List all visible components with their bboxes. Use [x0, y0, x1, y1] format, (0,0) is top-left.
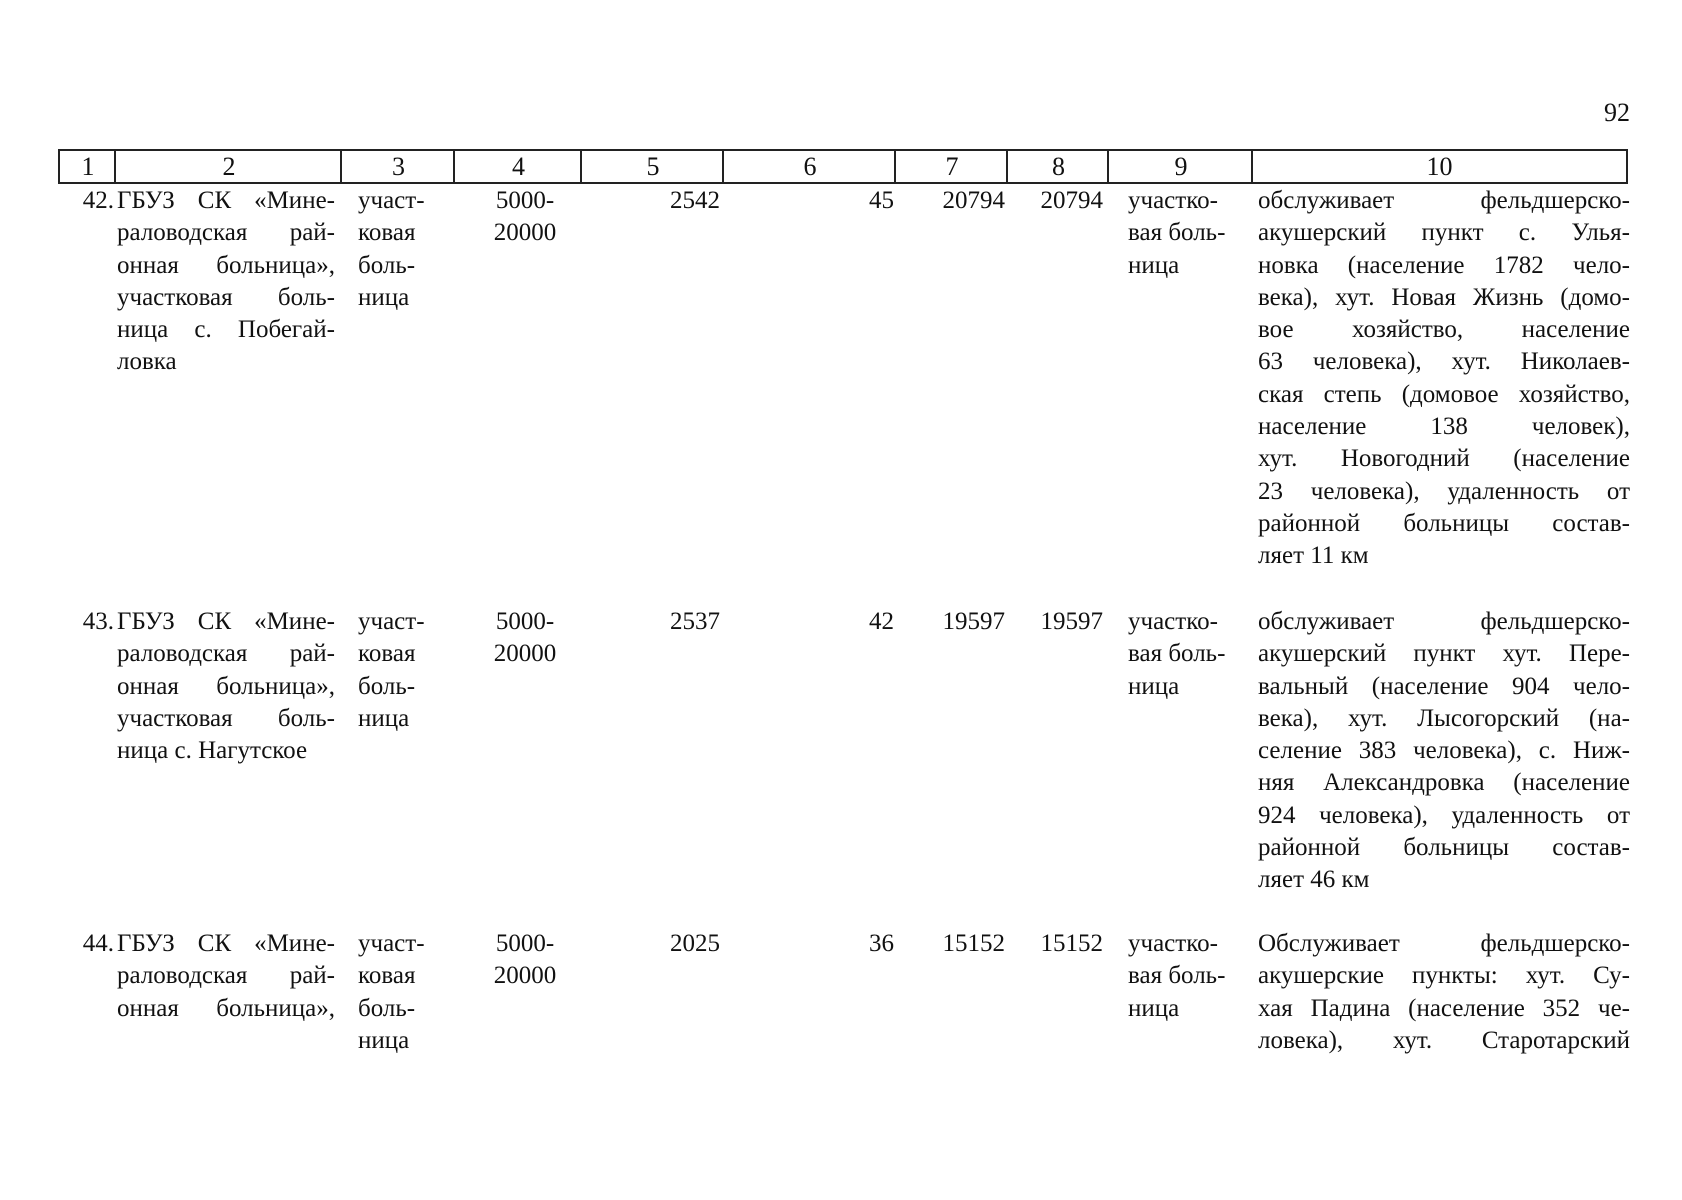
c9-line: участко- — [1128, 930, 1218, 957]
desc-line: население 138 человек), — [1258, 413, 1630, 441]
name-line: ница с. Побегай- — [117, 316, 335, 344]
desc-line: вальный (население 904 чело- — [1258, 672, 1630, 700]
column-5-value: 2025 — [670, 930, 720, 957]
range-line: 5000- — [495, 608, 555, 635]
population-range — [475, 928, 575, 993]
desc-line: ляет 46 км — [1258, 866, 1370, 894]
name-line: ловка — [117, 348, 177, 376]
desc-line: вое хозяйство, население — [1258, 316, 1630, 344]
desc-line: обслуживает фельдшерско- — [1258, 608, 1630, 635]
column-header-2: 2 — [114, 151, 342, 182]
facility-type — [358, 928, 448, 1057]
desc-line: обслуживает фельдшерско- — [1258, 187, 1630, 214]
type-line: боль- — [358, 994, 416, 1022]
c9-line: участко- — [1128, 608, 1218, 635]
column-header-1: 1 — [58, 151, 116, 182]
column-9-value — [1128, 185, 1258, 282]
c9-line: ница — [1128, 994, 1180, 1022]
name-line: ГБУЗ СК «Мине- — [117, 187, 335, 214]
name-line: ГБУЗ СК «Мине- — [117, 608, 335, 635]
type-line: ковая — [358, 962, 416, 990]
column-header-9: 9 — [1107, 151, 1253, 182]
column-7-value: 19597 — [942, 608, 1005, 635]
desc-line: районной больницы состав- — [1258, 509, 1630, 537]
c9-line: вая боль- — [1128, 640, 1226, 668]
column-5-value: 2542 — [670, 187, 720, 214]
name-line: раловодская рай- — [117, 640, 335, 668]
column-8-value: 15152 — [1040, 930, 1103, 957]
type-line: боль- — [358, 672, 416, 700]
desc-line: 63 человека), хут. Николаев- — [1258, 348, 1630, 376]
type-line: ница — [358, 704, 410, 732]
column-6-value: 45 — [869, 187, 894, 214]
name-line: ГБУЗ СК «Мине- — [117, 930, 335, 957]
desc-line: века), хут. Лысогорский (на- — [1258, 704, 1630, 732]
c9-line: вая боль- — [1128, 962, 1226, 990]
desc-line: хая Падина (население 352 че- — [1258, 994, 1630, 1022]
desc-line: ская степь (домовое хозяйство, — [1258, 380, 1630, 408]
column-8-value: 20794 — [1040, 187, 1103, 214]
column-header-6: 6 — [722, 151, 896, 182]
institution-name — [117, 185, 335, 379]
column-header-5: 5 — [580, 151, 724, 182]
facility-type — [358, 185, 448, 314]
c9-line: ница — [1128, 672, 1180, 700]
name-line: раловодская рай- — [117, 962, 335, 990]
name-line: участковая боль- — [117, 283, 335, 311]
desc-line: новка (население 1782 чело- — [1258, 251, 1630, 279]
name-line: онная больница», — [117, 251, 335, 279]
c9-line: ница — [1128, 251, 1180, 279]
institution-name — [117, 928, 335, 1025]
column-header-3: 3 — [340, 151, 455, 182]
desc-line: 924 человека), удаленность от — [1258, 801, 1630, 829]
column-header-8: 8 — [1006, 151, 1109, 182]
desc-line: ловека), хут. Старотарский — [1258, 1026, 1630, 1054]
row-index: 43. — [82, 608, 114, 635]
service-description — [1258, 606, 1630, 897]
c9-line: участко- — [1128, 187, 1218, 214]
desc-line: акушерский пункт хут. Пере- — [1258, 640, 1630, 668]
service-description — [1258, 185, 1630, 573]
service-description — [1258, 928, 1630, 1057]
type-line: ница — [358, 283, 410, 311]
c9-line: вая боль- — [1128, 219, 1226, 247]
column-5-value: 2537 — [670, 608, 720, 635]
column-header-7: 7 — [894, 151, 1008, 182]
column-header-10: 10 — [1251, 151, 1628, 182]
range-line: 20000 — [493, 640, 557, 668]
name-line: онная больница», — [117, 672, 335, 700]
range-line: 20000 — [493, 219, 557, 247]
institution-name — [117, 606, 335, 767]
desc-line: акушерский пункт с. Улья- — [1258, 219, 1630, 247]
name-line: раловодская рай- — [117, 219, 335, 247]
desc-line: селение 383 человека), с. Ниж- — [1258, 737, 1630, 765]
type-line: ковая — [358, 219, 416, 247]
desc-line: няя Александровка (население — [1258, 769, 1630, 797]
column-header-4: 4 — [453, 151, 582, 182]
range-line: 20000 — [493, 962, 557, 990]
type-line: участ- — [358, 930, 425, 957]
name-line: ница с. Нагутское — [117, 737, 308, 765]
range-line: 5000- — [495, 187, 555, 214]
facility-type — [358, 606, 448, 735]
population-range — [475, 185, 575, 250]
row-index: 44. — [82, 930, 114, 957]
type-line: ница — [358, 1026, 410, 1054]
column-6-value: 42 — [869, 608, 894, 635]
column-9-value — [1128, 606, 1258, 703]
table-header — [58, 149, 1628, 184]
name-line: участковая боль- — [117, 704, 335, 732]
type-line: ковая — [358, 640, 416, 668]
column-7-value: 15152 — [942, 930, 1005, 957]
desc-line: хут. Новогодний (население — [1258, 445, 1630, 473]
column-9-value — [1128, 928, 1258, 1025]
name-line: онная больница», — [117, 994, 335, 1022]
column-6-value: 36 — [869, 930, 894, 957]
type-line: участ- — [358, 608, 425, 635]
desc-line: Обслуживает фельдшерско- — [1258, 930, 1630, 957]
desc-line: районной больницы состав- — [1258, 834, 1630, 862]
population-range — [475, 606, 575, 671]
desc-line: ляет 11 км — [1258, 542, 1369, 570]
desc-line: века), хут. Новая Жизнь (домо- — [1258, 283, 1630, 311]
desc-line: акушерские пункты: хут. Су- — [1258, 962, 1630, 990]
page-number: 92 — [1604, 98, 1630, 127]
desc-line: 23 человека), удаленность от — [1258, 477, 1630, 505]
range-line: 5000- — [495, 930, 555, 957]
type-line: боль- — [358, 251, 416, 279]
type-line: участ- — [358, 187, 425, 214]
row-index: 42. — [82, 187, 114, 214]
column-8-value: 19597 — [1040, 608, 1103, 635]
column-7-value: 20794 — [942, 187, 1005, 214]
